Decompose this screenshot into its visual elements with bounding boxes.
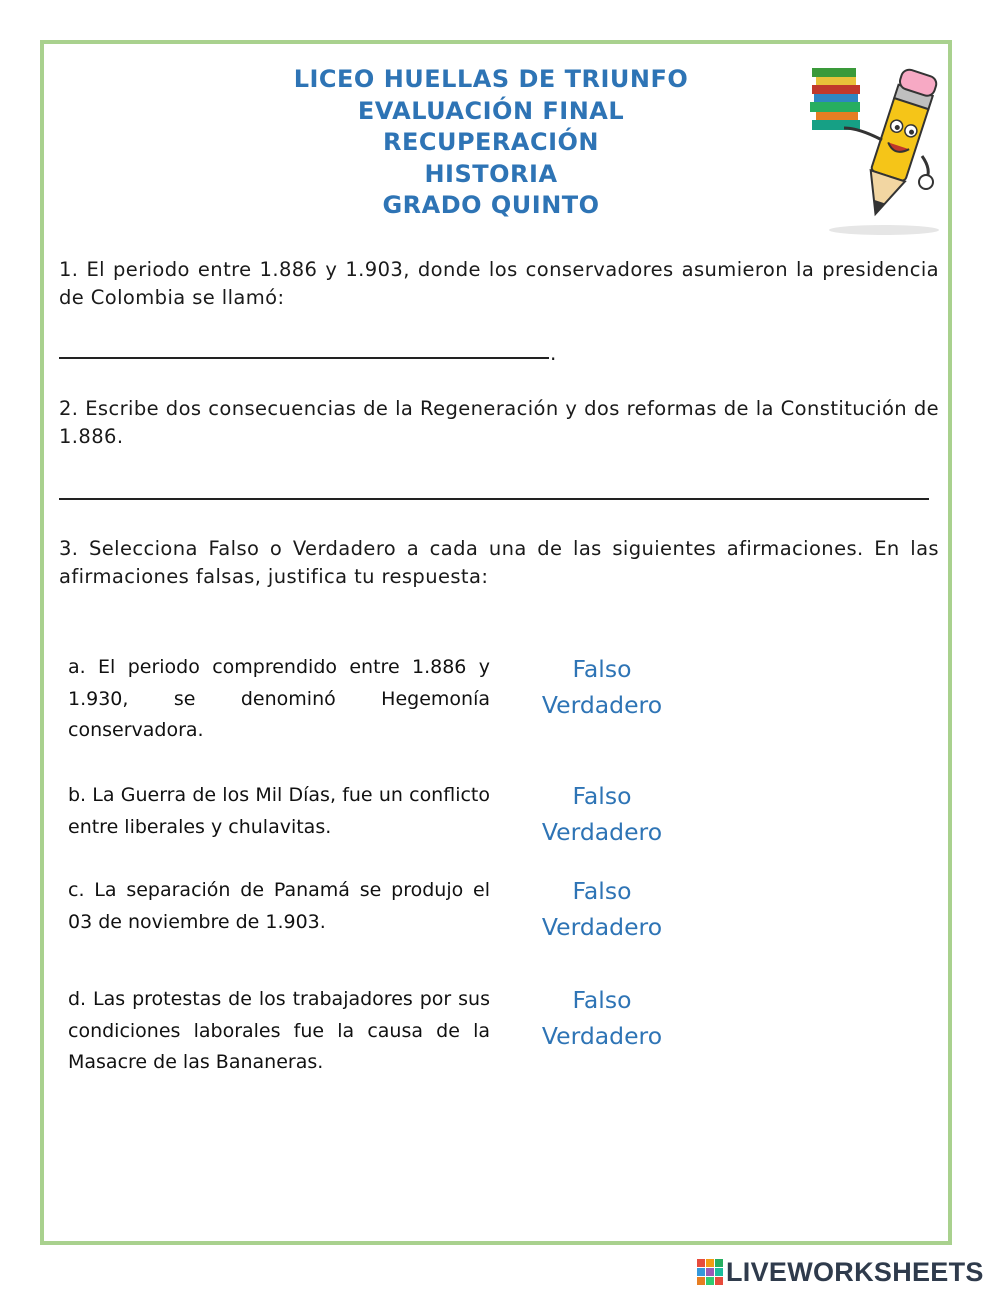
exam-type: RECUPERACIÓN (382, 128, 600, 156)
statement-a: a. El periodo comprendido entre 1.886 y 1.930, se denominó Hegemonía conservadora. (68, 656, 490, 741)
answer-line-1-period: . (550, 341, 557, 365)
option-true-d[interactable]: Verdadero (541, 1021, 663, 1050)
options-d (522, 983, 682, 1054)
statement-b: b. La Guerra de los Mil Días, fue un conflicto entre liberales y chulavitas. (68, 784, 490, 838)
worksheet-frame (40, 40, 952, 1245)
question-2: 2. Escribe dos consecuencias de la Regeneración y dos reformas de la Constitución de 1.886. (59, 397, 939, 448)
option-false-a[interactable]: Falso (572, 655, 632, 683)
liveworksheets-logo-text: LIVEWORKSHEETS (726, 1256, 984, 1287)
school-name: LICEO HUELLAS DE TRIUNFO (293, 65, 689, 93)
option-false-c[interactable]: Falso (572, 877, 632, 905)
exam-title: EVALUACIÓN FINAL (357, 96, 625, 125)
options-a (522, 652, 682, 723)
option-false-d[interactable]: Falso (572, 986, 632, 1014)
option-false-b[interactable]: Falso (572, 782, 632, 810)
liveworksheets-brand[interactable] (697, 1256, 984, 1288)
statement-d: d. Las protestas de los trabajadores por sus condiciones laborales fue la causa de la Masacre de las Bananeras. (68, 988, 490, 1073)
question-3: 3. Selecciona Falso o Verdadero a cada una de las siguientes afirmaciones. En las afirmaciones falsas, justifica tu respuesta: (59, 537, 939, 588)
option-true-b[interactable]: Verdadero (541, 817, 663, 846)
option-true-a[interactable]: Verdadero (541, 690, 663, 719)
liveworksheets-logo-icon (697, 1259, 723, 1285)
answer-line-1[interactable] (59, 357, 549, 359)
subject-title: HISTORIA (424, 159, 558, 188)
question-1: 1. El periodo entre 1.886 y 1.903, donde los conservadores asumieron la presidencia de Colombia se llamó: (59, 258, 939, 309)
answer-line-2[interactable] (59, 498, 929, 500)
statement-c: c. La separación de Panamá se produjo el 03 de noviembre de 1.903. (68, 879, 490, 933)
pencil-mascot-icon (804, 58, 944, 238)
options-b (522, 779, 682, 850)
options-c (522, 874, 682, 945)
option-true-c[interactable]: Verdadero (541, 912, 663, 941)
grade-title: GRADO QUINTO (382, 191, 600, 219)
